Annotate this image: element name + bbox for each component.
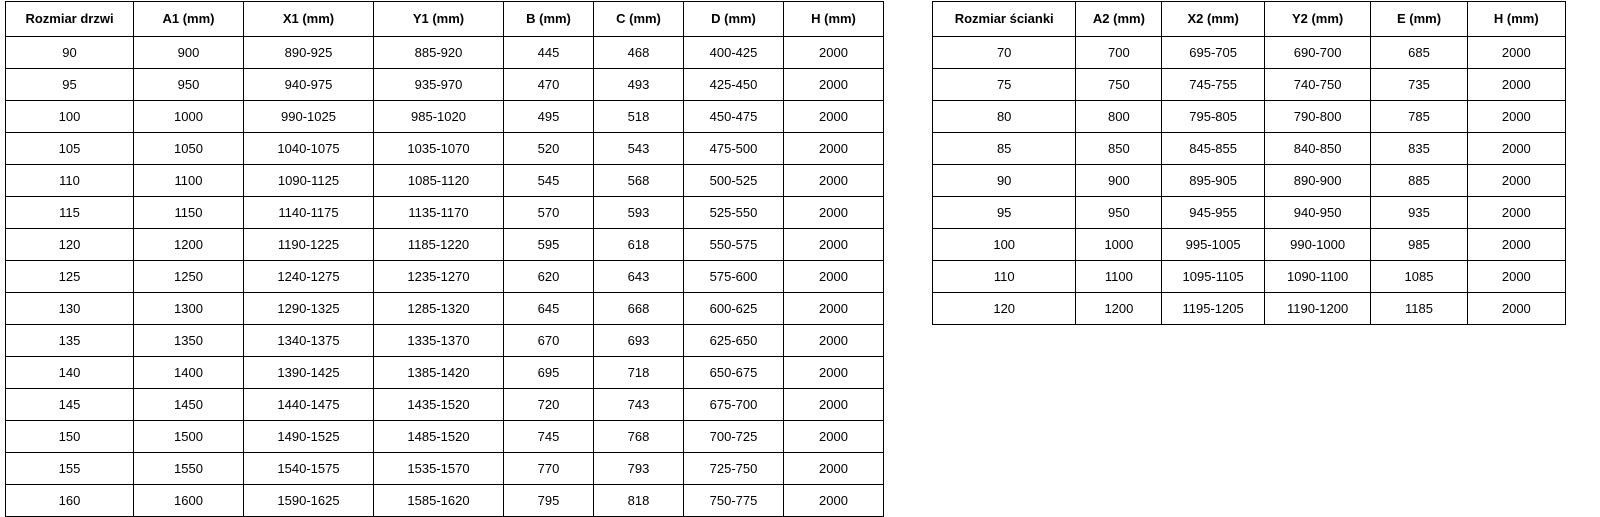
cell: 1050 [134,133,244,165]
cell: 130 [6,293,134,325]
cell: 685 [1371,37,1467,69]
cell: 1200 [1076,293,1162,325]
table-row [933,37,1566,69]
table-row [6,165,884,197]
cell: 990-1000 [1264,229,1371,261]
column-header-a1: A1 (mm) [134,2,244,37]
cell: 945-955 [1162,197,1264,229]
cell: 80 [933,101,1076,133]
cell: 120 [933,293,1076,325]
cell: 90 [6,37,134,69]
cell: 1590-1625 [244,485,374,517]
cell: 120 [6,229,134,261]
cell: 1250 [134,261,244,293]
table-header-row [933,2,1566,37]
cell: 818 [594,485,684,517]
table-row [6,421,884,453]
cell: 1085-1120 [374,165,504,197]
cell: 2000 [784,261,884,293]
cell: 70 [933,37,1076,69]
cell: 800 [1076,101,1162,133]
cell: 645 [504,293,594,325]
cell: 2000 [784,165,884,197]
cell: 1240-1275 [244,261,374,293]
cell: 135 [6,325,134,357]
cell: 1100 [134,165,244,197]
cell: 700-725 [684,421,784,453]
cell: 995-1005 [1162,229,1264,261]
cell: 740-750 [1264,69,1371,101]
cell: 1000 [1076,229,1162,261]
cell: 643 [594,261,684,293]
cell: 1350 [134,325,244,357]
cell: 835 [1371,133,1467,165]
cell: 745-755 [1162,69,1264,101]
table-row [6,357,884,389]
cell: 550-575 [684,229,784,261]
cell: 2000 [1467,37,1565,69]
cell: 2000 [784,325,884,357]
cell: 743 [594,389,684,421]
cell: 1335-1370 [374,325,504,357]
cell: 500-525 [684,165,784,197]
cell: 750-775 [684,485,784,517]
cell: 695-705 [1162,37,1264,69]
cell: 618 [594,229,684,261]
cell: 693 [594,325,684,357]
cell: 1100 [1076,261,1162,293]
column-header-rozmiar-drzwi: Rozmiar drzwi [6,2,134,37]
cell: 1035-1070 [374,133,504,165]
cell: 1550 [134,453,244,485]
cell: 1190-1225 [244,229,374,261]
cell: 935-970 [374,69,504,101]
cell: 890-900 [1264,165,1371,197]
table-row [933,165,1566,197]
cell: 1440-1475 [244,389,374,421]
table-header-row [6,2,884,37]
table-row [6,229,884,261]
cell: 110 [933,261,1076,293]
table-row [933,197,1566,229]
column-header-y1: Y1 (mm) [374,2,504,37]
cell: 468 [594,37,684,69]
cell: 2000 [1467,165,1565,197]
column-header-a2: A2 (mm) [1076,2,1162,37]
cell: 470 [504,69,594,101]
cell: 1400 [134,357,244,389]
cell: 845-855 [1162,133,1264,165]
cell: 985-1020 [374,101,504,133]
cell: 2000 [784,197,884,229]
column-header-rozmiar-scianki: Rozmiar ścianki [933,2,1076,37]
cell: 795-805 [1162,101,1264,133]
column-header-y2: Y2 (mm) [1264,2,1371,37]
wall-size-table-container [932,1,1566,325]
cell: 795 [504,485,594,517]
cell: 1450 [134,389,244,421]
cell: 1490-1525 [244,421,374,453]
cell: 1185 [1371,293,1467,325]
cell: 940-950 [1264,197,1371,229]
cell: 670 [504,325,594,357]
cell: 1195-1205 [1162,293,1264,325]
cell: 110 [6,165,134,197]
cell: 1140-1175 [244,197,374,229]
table-row [6,101,884,133]
cell: 160 [6,485,134,517]
cell: 1585-1620 [374,485,504,517]
cell: 695 [504,357,594,389]
cell: 725-750 [684,453,784,485]
table-row [6,453,884,485]
cell: 150 [6,421,134,453]
cell: 2000 [1467,229,1565,261]
cell: 620 [504,261,594,293]
cell: 1000 [134,101,244,133]
table-row [6,197,884,229]
cell: 495 [504,101,594,133]
cell: 950 [1076,197,1162,229]
cell: 1150 [134,197,244,229]
cell: 568 [594,165,684,197]
cell: 2000 [784,421,884,453]
cell: 75 [933,69,1076,101]
cell: 2000 [1467,101,1565,133]
cell: 1085 [1371,261,1467,293]
column-header-x1: X1 (mm) [244,2,374,37]
cell: 1040-1075 [244,133,374,165]
cell: 1135-1170 [374,197,504,229]
cell: 2000 [784,485,884,517]
cell: 1600 [134,485,244,517]
cell: 100 [6,101,134,133]
cell: 718 [594,357,684,389]
cell: 100 [933,229,1076,261]
cell: 1485-1520 [374,421,504,453]
cell: 593 [594,197,684,229]
cell: 745 [504,421,594,453]
cell: 2000 [784,101,884,133]
cell: 895-905 [1162,165,1264,197]
wall-size-table [932,1,1566,325]
cell: 985 [1371,229,1467,261]
cell: 1200 [134,229,244,261]
cell: 890-925 [244,37,374,69]
cell: 2000 [784,357,884,389]
table-row [6,325,884,357]
cell: 445 [504,37,594,69]
cell: 1385-1420 [374,357,504,389]
cell: 2000 [784,453,884,485]
cell: 900 [1076,165,1162,197]
table-row [933,101,1566,133]
table-row [6,485,884,517]
cell: 600-625 [684,293,784,325]
cell: 1435-1520 [374,389,504,421]
cell: 935 [1371,197,1467,229]
cell: 425-450 [684,69,784,101]
cell: 145 [6,389,134,421]
column-header-c: C (mm) [594,2,684,37]
cell: 790-800 [1264,101,1371,133]
table-row [933,261,1566,293]
cell: 520 [504,133,594,165]
cell: 2000 [784,293,884,325]
cell: 595 [504,229,594,261]
table-row [933,69,1566,101]
cell: 525-550 [684,197,784,229]
cell: 570 [504,197,594,229]
table-row [933,229,1566,261]
cell: 668 [594,293,684,325]
cell: 518 [594,101,684,133]
cell: 1090-1100 [1264,261,1371,293]
cell: 545 [504,165,594,197]
cell: 115 [6,197,134,229]
column-header-e: E (mm) [1371,2,1467,37]
cell: 1185-1220 [374,229,504,261]
cell: 735 [1371,69,1467,101]
door-size-table-container [5,1,884,517]
cell: 2000 [1467,293,1565,325]
cell: 1190-1200 [1264,293,1371,325]
cell: 690-700 [1264,37,1371,69]
cell: 900 [134,37,244,69]
cell: 1535-1570 [374,453,504,485]
column-header-b: B (mm) [504,2,594,37]
cell: 650-675 [684,357,784,389]
cell: 2000 [1467,197,1565,229]
cell: 493 [594,69,684,101]
door-size-table [5,1,884,517]
cell: 1300 [134,293,244,325]
cell: 475-500 [684,133,784,165]
table-row [6,133,884,165]
table-row [6,37,884,69]
cell: 793 [594,453,684,485]
cell: 2000 [1467,133,1565,165]
table-row [933,133,1566,165]
column-header-x2: X2 (mm) [1162,2,1264,37]
cell: 1095-1105 [1162,261,1264,293]
cell: 990-1025 [244,101,374,133]
cell: 1235-1270 [374,261,504,293]
cell: 885 [1371,165,1467,197]
cell: 1285-1320 [374,293,504,325]
cell: 885-920 [374,37,504,69]
table-row [6,261,884,293]
cell: 575-600 [684,261,784,293]
cell: 1340-1375 [244,325,374,357]
cell: 105 [6,133,134,165]
cell: 720 [504,389,594,421]
column-header-d: D (mm) [684,2,784,37]
cell: 785 [1371,101,1467,133]
cell: 2000 [784,133,884,165]
cell: 1290-1325 [244,293,374,325]
cell: 750 [1076,69,1162,101]
cell: 2000 [784,229,884,261]
cell: 625-650 [684,325,784,357]
table-row [6,69,884,101]
cell: 2000 [1467,261,1565,293]
cell: 1090-1125 [244,165,374,197]
cell: 768 [594,421,684,453]
cell: 1500 [134,421,244,453]
cell: 770 [504,453,594,485]
column-header-h: H (mm) [1467,2,1565,37]
cell: 450-475 [684,101,784,133]
cell: 125 [6,261,134,293]
cell: 850 [1076,133,1162,165]
cell: 95 [6,69,134,101]
cell: 700 [1076,37,1162,69]
table-row [933,293,1566,325]
cell: 155 [6,453,134,485]
cell: 2000 [784,389,884,421]
cell: 840-850 [1264,133,1371,165]
cell: 2000 [784,69,884,101]
cell: 2000 [1467,69,1565,101]
cell: 940-975 [244,69,374,101]
cell: 140 [6,357,134,389]
cell: 950 [134,69,244,101]
cell: 95 [933,197,1076,229]
cell: 1390-1425 [244,357,374,389]
cell: 90 [933,165,1076,197]
table-row [6,293,884,325]
table-row [6,389,884,421]
cell: 1540-1575 [244,453,374,485]
cell: 543 [594,133,684,165]
column-header-h: H (mm) [784,2,884,37]
cell: 400-425 [684,37,784,69]
cell: 2000 [784,37,884,69]
cell: 85 [933,133,1076,165]
cell: 675-700 [684,389,784,421]
